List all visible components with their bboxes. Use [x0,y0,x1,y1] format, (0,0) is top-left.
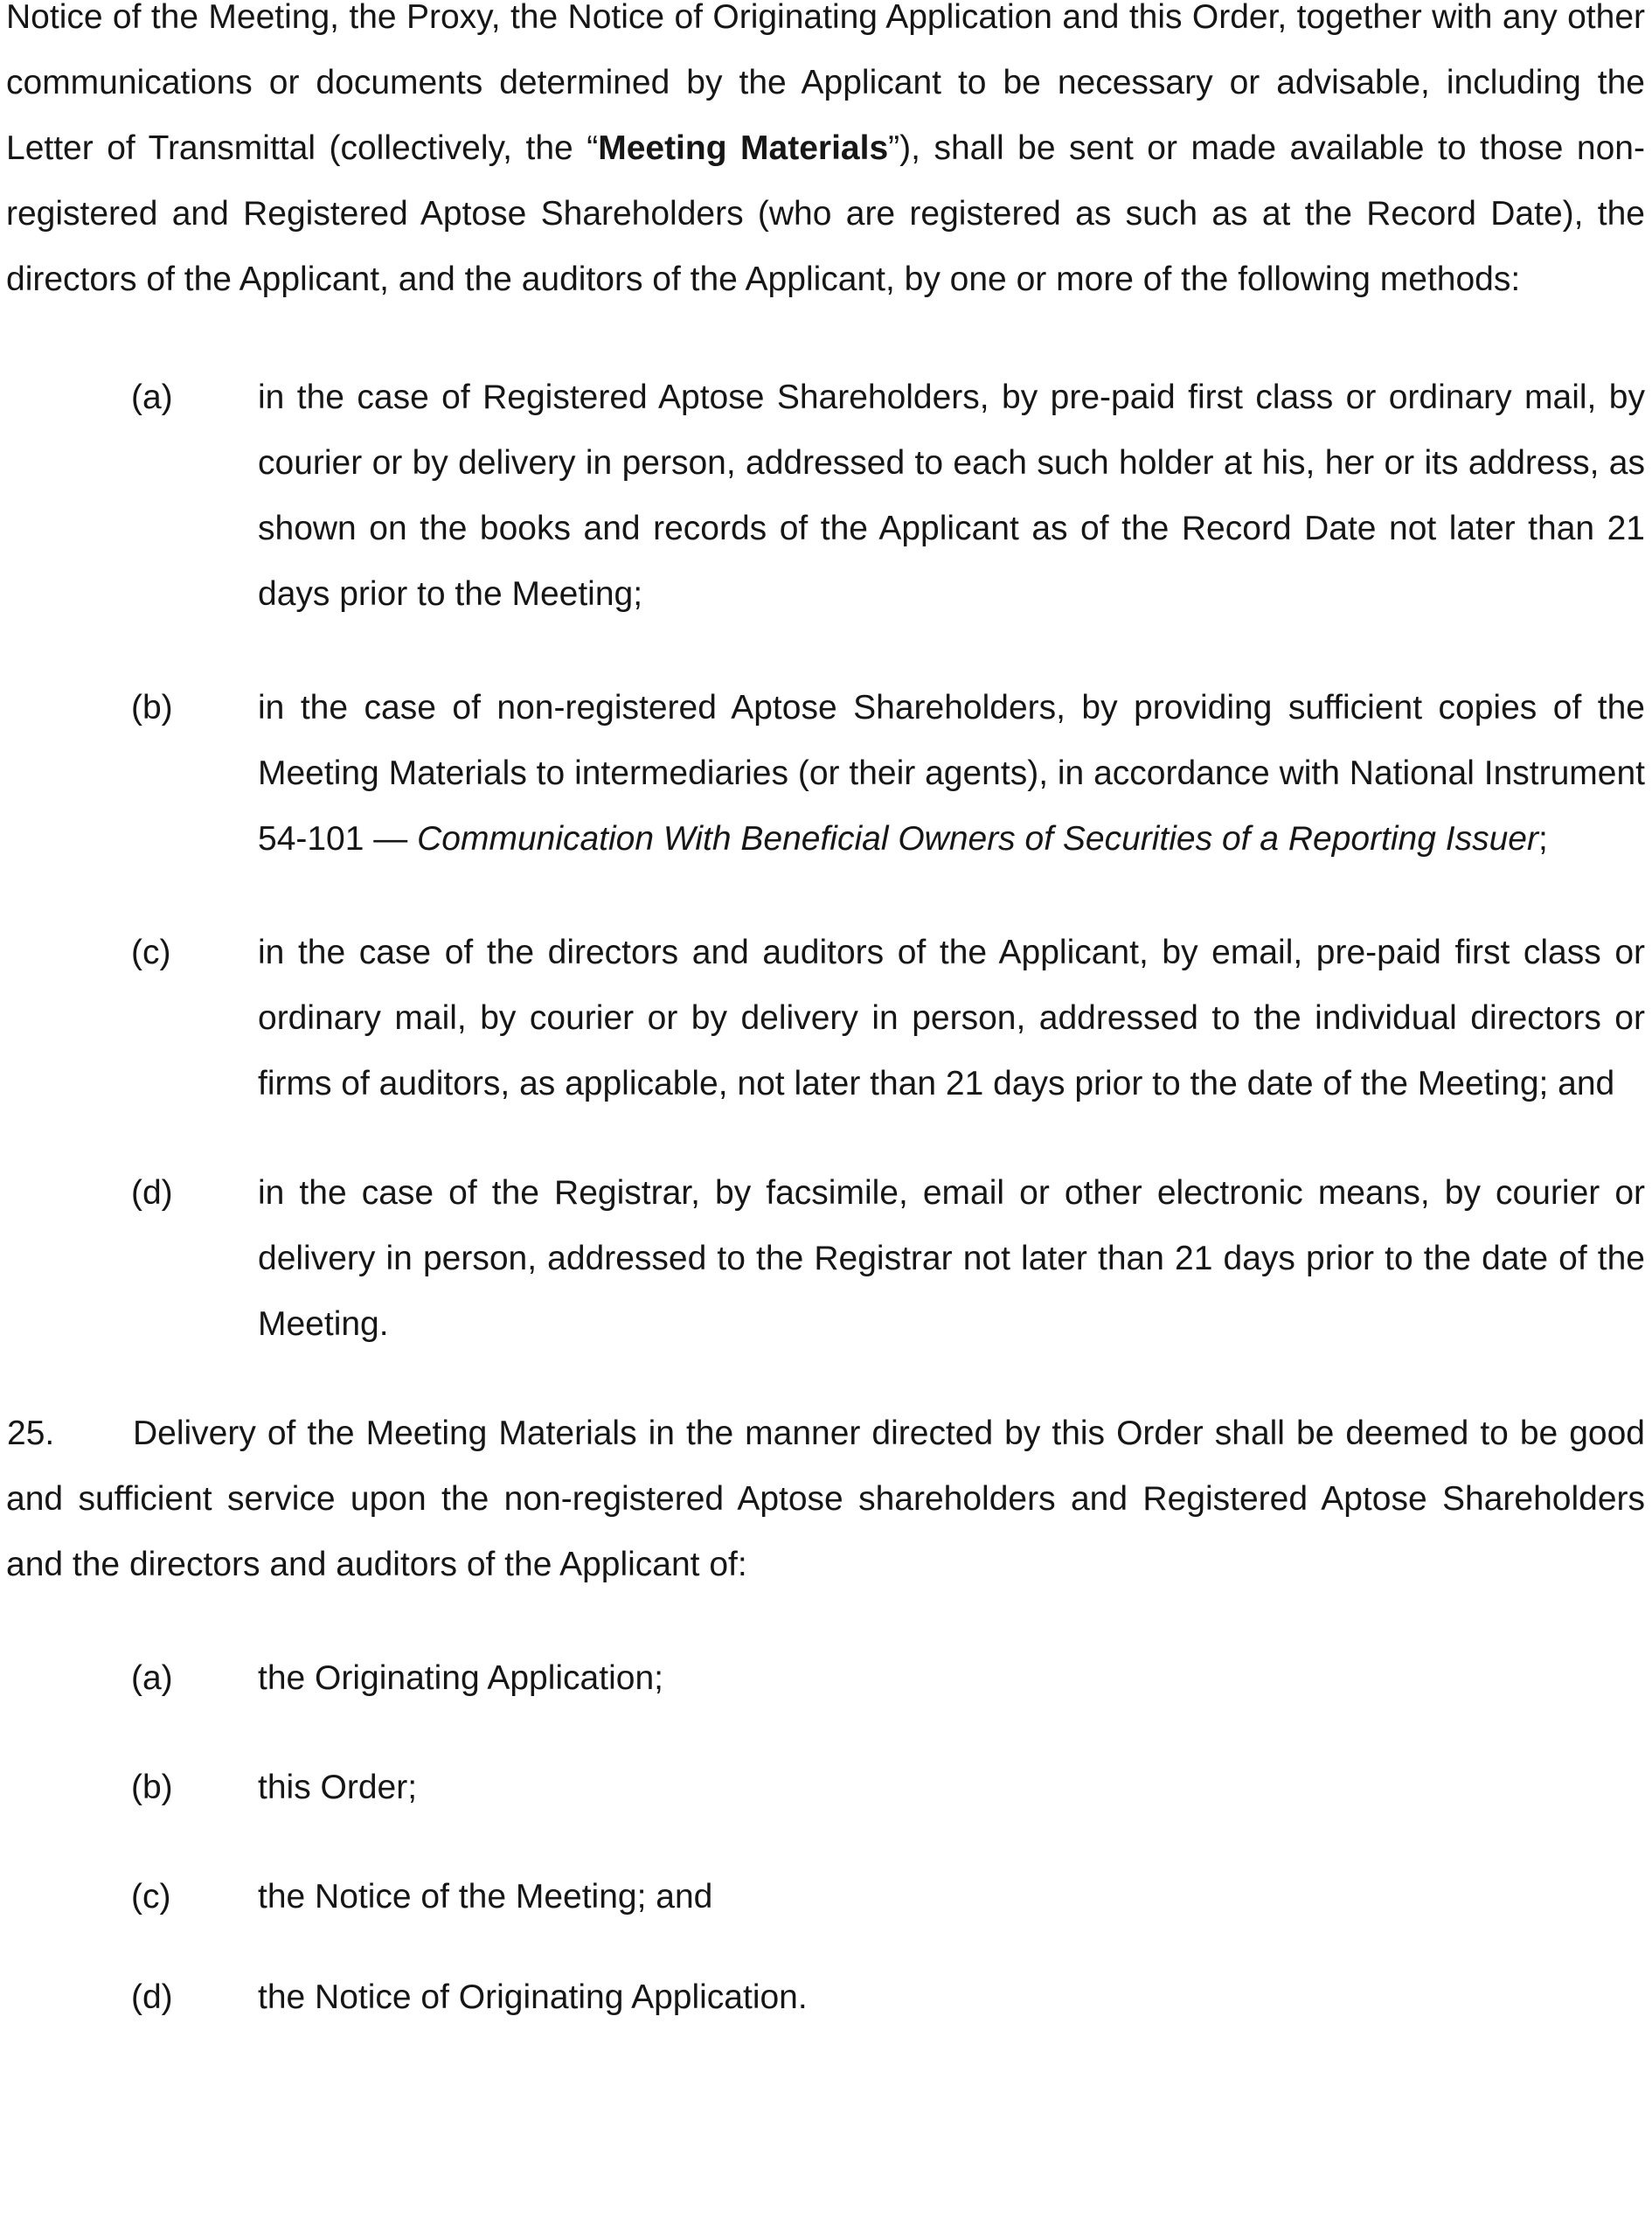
list-item-text: in the case of non-registered Aptose Shareholders, by providing sufficient copies of the Meeting Materials to intermediaries (or their agents), in accordance with National Instrument 54-101 — Communication With Beneficial Owners of Securities of a Reporting Issuer; [258,689,1645,858]
list-item-label: (c) [131,934,171,971]
intro-paragraph: Notice of the Meeting, the Proxy, the Notice of Originating Application and this Order, together with any other communications or documents determined by the Applicant to be necessary or advisable, including the Letter of Transmittal (collectively, the “Meeting Materials”), shall be sent or made available to those non-registered and Registered Aptose Shareholders (who are registered as such as at the Record Date), the directors of the Applicant, and the auditors of the Applicant, by one or more of the following methods: [6,0,1645,298]
list-item [6,675,1645,872]
list-item-text: the Notice of the Meeting; and [258,1878,713,1916]
list-item-text: in the case of Registered Aptose Shareholders, by pre-paid first class or ordinary mail, by courier or by delivery in person, addressed to each such holder at his, her or its address, as shown on the books and records of the Applicant as of the Record Date not later than 21 days prior to the Meeting; [258,379,1645,613]
list-item [6,1160,1645,1357]
list-item-text: this Order; [258,1769,418,1806]
list-item [6,1964,1645,2030]
list-item-text: the Notice of Originating Application. [258,1978,808,2016]
paragraph-25-text: Delivery of the Meeting Materials in the manner directed by this Order shall be deemed to be good and sufficient service upon the non-registered Aptose shareholders and Registered Aptose Shareholders and the directors and auditors of the Applicant of: [6,1415,1645,1583]
list-item-text: in the case of the directors and auditors of the Applicant, by email, pre-paid first class or ordinary mail, by courier or by delivery in person, addressed to the individual directors or firms of auditors, as applicable, not later than 21 days prior to the date of the Meeting; and [258,934,1645,1102]
list-item-label: (d) [131,1978,173,2016]
paragraph-25 [6,1401,1645,1597]
list-item-label: (a) [131,379,173,416]
list-item-label: (b) [131,1769,173,1806]
list-item-text: the Originating Application; [258,1659,663,1697]
list-item-label: (c) [131,1878,171,1916]
list-item [6,1645,1645,1711]
served-documents-list [6,1645,1645,2030]
list-item [6,1755,1645,1820]
list-item-label: (d) [131,1174,173,1212]
list-item [6,365,1645,627]
list-item [6,920,1645,1116]
list-item-text: in the case of the Registrar, by facsimile, email or other electronic means, by courier or delivery in person, addressed to the Registrar not later than 21 days prior to the date of the Meeting. [258,1174,1645,1343]
list-item [6,1864,1645,1929]
list-item-label: (a) [131,1659,173,1697]
paragraph-number: 25. [7,1415,55,1452]
service-methods-list [6,365,1645,1357]
list-item-label: (b) [131,689,173,727]
